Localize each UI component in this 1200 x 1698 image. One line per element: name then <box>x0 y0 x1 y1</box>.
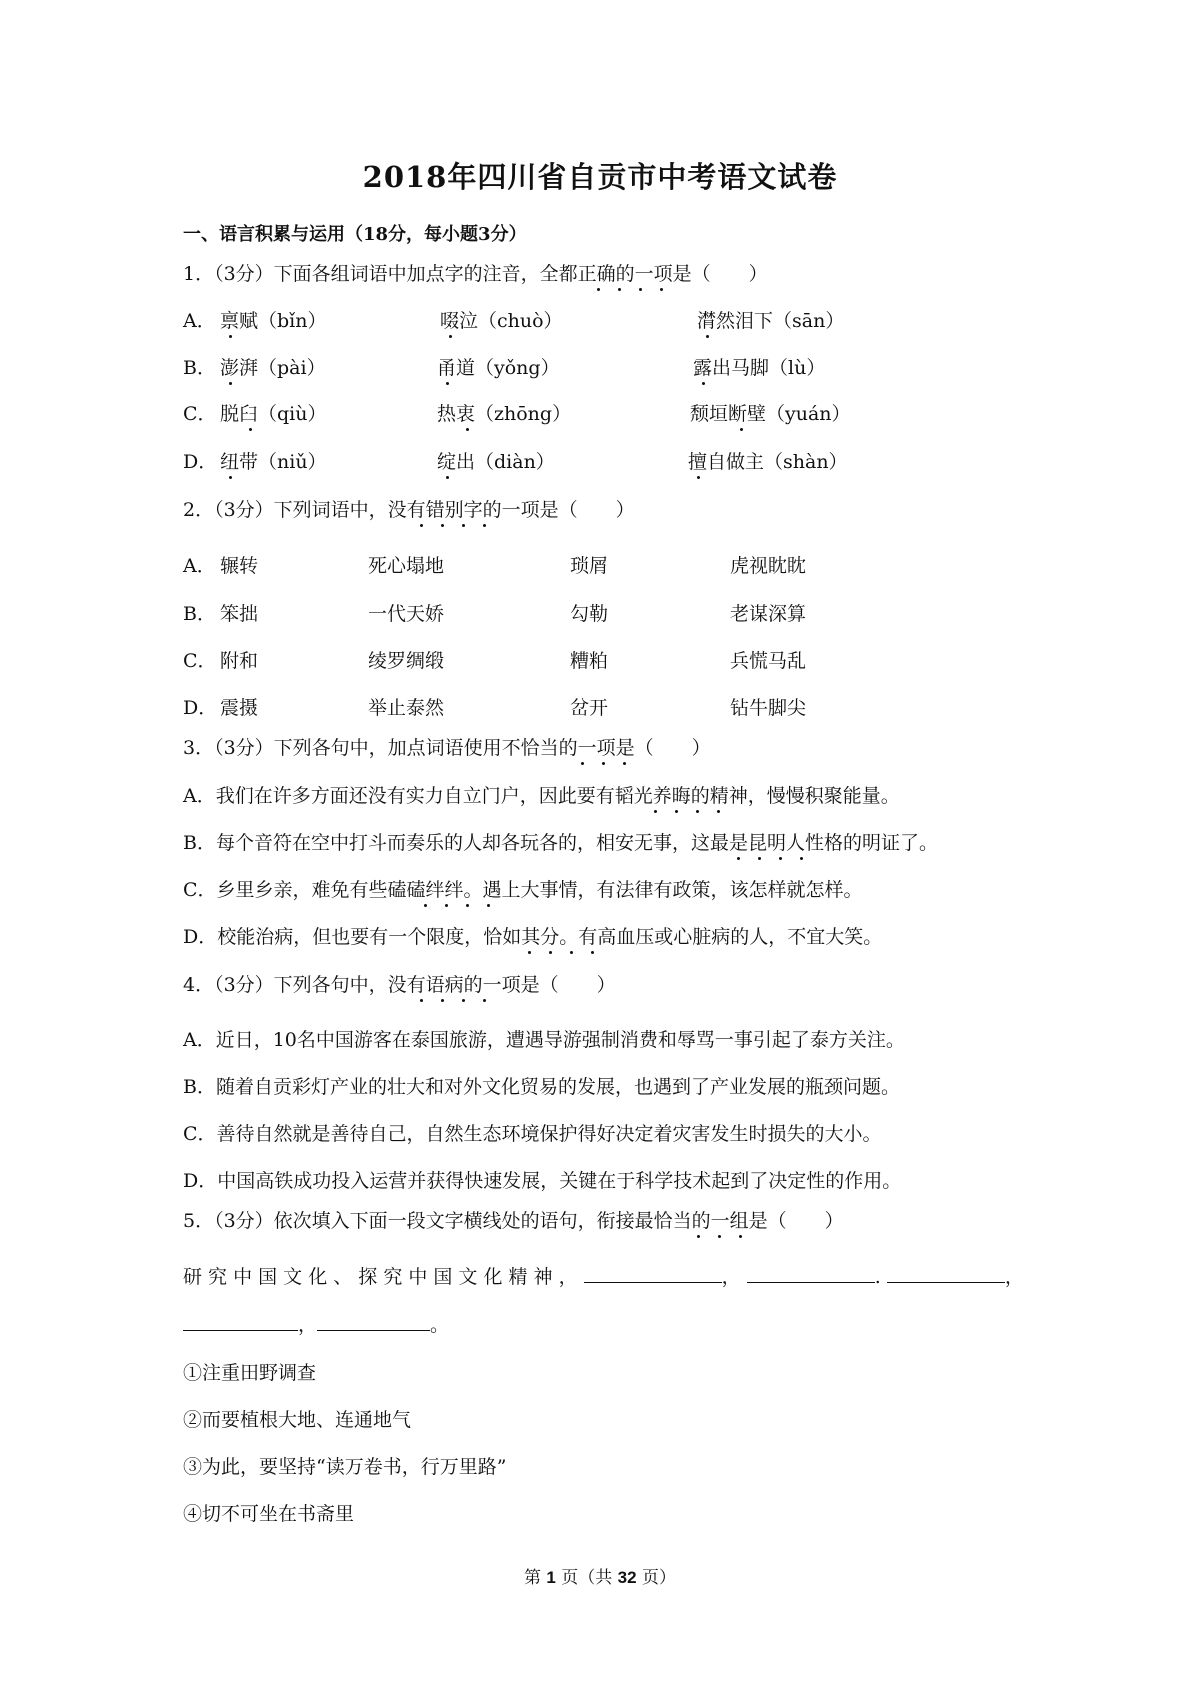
emphasis-dot <box>718 1235 721 1238</box>
option-label: D． <box>183 451 218 473</box>
option-word: 热衷（zhōng） <box>437 403 572 425</box>
passage-separator: . <box>874 1266 881 1288</box>
question-1-stem: 1．（3分）下面各组词语中加点字的注音，全都正确的一项是（ ） <box>183 263 768 285</box>
total-page-count: 32 <box>617 1568 637 1587</box>
option-word: 震摄 <box>220 697 259 719</box>
page-title: 2018年四川省自贡市中考语文试卷 <box>362 160 838 194</box>
emphasis-dot <box>229 476 232 479</box>
emphasis-dot <box>420 999 423 1002</box>
emphasis-dot <box>737 857 740 860</box>
question-2-stem: 2．（3分）下列词语中，没有错别字的一项是（ ） <box>183 499 635 521</box>
emphasis-dot <box>445 904 448 907</box>
emphasis-dot <box>462 524 465 527</box>
option-word: 禀赋（bǐn） <box>220 310 327 332</box>
option-word: 岔开 <box>570 697 609 719</box>
emphasis-dot <box>623 762 626 765</box>
question-5-passage-line-1 <box>183 1263 1024 1291</box>
emphasis-dot <box>420 524 423 527</box>
option-label: B． <box>183 357 216 379</box>
option-word: 澎湃（pài） <box>220 357 326 379</box>
emphasis-dot <box>441 999 444 1002</box>
option-word: 脱臼（qiù） <box>220 403 327 425</box>
emphasis-dot <box>449 335 452 338</box>
option-word: 笨拙 <box>220 603 259 625</box>
emphasis-dot <box>483 524 486 527</box>
emphasis-dot <box>487 904 490 907</box>
option-word: 兵慌马乱 <box>730 650 807 672</box>
question-4-option-b: B．随着自贡彩灯产业的壮大和对外文化贸易的发展，也遇到了产业发展的瓶颈问题。 <box>183 1076 900 1098</box>
answer-blank[interactable] <box>183 1312 298 1331</box>
question-5-stem: 5．（3分）依次填入下面一段文字横线处的语句，衔接最恰当的一组是（ ） <box>183 1210 844 1232</box>
emphasis-dot <box>229 382 232 385</box>
option-word: 琐屑 <box>570 555 609 577</box>
passage-end: 。 <box>430 1314 450 1336</box>
answer-blank[interactable] <box>584 1264 722 1283</box>
emphasis-dot <box>800 857 803 860</box>
option-label: C． <box>183 403 217 425</box>
emphasis-dot <box>249 428 252 431</box>
answer-blank[interactable] <box>317 1312 430 1331</box>
question-5-passage-line-2 <box>183 1311 449 1339</box>
question-3-stem: 3．（3分）下列各句中，加点词语使用不恰当的一项是（ ） <box>183 737 711 759</box>
emphasis-dot <box>696 810 699 813</box>
emphasis-dot <box>591 951 594 954</box>
option-word: 钻牛脚尖 <box>730 697 807 719</box>
question-4-option-d: D．中国高铁成功投入运营并获得快速发展，关键在于科学技术起到了决定性的作用。 <box>183 1170 902 1192</box>
emphasis-dot <box>528 951 531 954</box>
question-5-item-3: ③为此，要坚持“读万卷书，行万里路” <box>183 1456 507 1478</box>
emphasis-dot <box>229 335 232 338</box>
option-word: 虎视眈眈 <box>730 555 807 577</box>
passage-separator: ， <box>721 1266 741 1288</box>
emphasis-dot <box>758 857 761 860</box>
passage-separator: ， <box>1004 1266 1024 1288</box>
option-word: 啜泣（chuò） <box>440 310 563 332</box>
emphasis-dot <box>466 428 469 431</box>
emphasis-dot <box>581 762 584 765</box>
page-footer <box>0 1563 1200 1588</box>
emphasis-dot <box>570 951 573 954</box>
option-word: 潸然泪下（sān） <box>697 310 845 332</box>
option-label: A． <box>183 310 216 332</box>
emphasis-dot <box>739 1235 742 1238</box>
answer-blank[interactable] <box>887 1264 1005 1283</box>
option-word: 颓垣断壁（yuán） <box>690 403 851 425</box>
emphasis-dot <box>697 1235 700 1238</box>
emphasis-dot <box>740 428 743 431</box>
option-label: C． <box>183 650 217 672</box>
passage-text: 研 究 中 国 文 化 、 探 究 中 国 文 化 精 神 ， <box>183 1266 578 1288</box>
emphasis-dot <box>717 810 720 813</box>
emphasis-dot <box>602 762 605 765</box>
emphasis-dot <box>466 904 469 907</box>
emphasis-dot <box>654 810 657 813</box>
emphasis-dot <box>779 857 782 860</box>
passage-separator: ， <box>298 1314 318 1336</box>
option-label: A． <box>183 555 216 577</box>
question-4-option-a: A．近日，10名中国游客在泰国旅游，遭遇导游强制消费和辱骂一事引起了泰方关注。 <box>183 1029 905 1051</box>
option-word: 绽出（diàn） <box>437 451 555 473</box>
emphasis-dot <box>618 288 621 291</box>
option-word: 纽带（niǔ） <box>220 451 327 473</box>
question-4-stem: 4．（3分）下列各句中，没有语病的一项是（ ） <box>183 974 616 996</box>
option-word: 甬道（yǒng） <box>437 357 560 379</box>
emphasis-dot <box>597 288 600 291</box>
option-word: 老谋深算 <box>730 603 807 625</box>
option-word: 辗转 <box>220 555 259 577</box>
option-word: 绫罗绸缎 <box>368 650 445 672</box>
option-word: 一代天娇 <box>368 603 445 625</box>
emphasis-dot <box>446 382 449 385</box>
option-word: 勾勒 <box>570 603 609 625</box>
question-5-item-4: ④切不可坐在书斋里 <box>183 1503 355 1525</box>
question-4-option-c: C．善待自然就是善待自己，自然生态环境保护得好决定着灾害发生时损失的大小。 <box>183 1123 882 1145</box>
option-word: 糟粕 <box>570 650 609 672</box>
emphasis-dot <box>549 951 552 954</box>
emphasis-dot <box>697 476 700 479</box>
emphasis-dot <box>675 810 678 813</box>
option-word: 露出马脚（lù） <box>693 357 826 379</box>
question-3-option-a: A．我们在许多方面还没有实力自立门户，因此要有韬光养晦的精神，慢慢积聚能量。 <box>183 785 900 807</box>
footer-text: 第 <box>523 1568 547 1588</box>
emphasis-dot <box>446 476 449 479</box>
emphasis-dot <box>639 288 642 291</box>
footer-text: 页（共 <box>555 1568 618 1588</box>
footer-text: 页） <box>636 1568 676 1588</box>
option-word: 死心塌地 <box>368 555 445 577</box>
question-3-option-b: B．每个音符在空中打斗而奏乐的人却各玩各的，相安无事，这最是昆明人性格的明证了。 <box>183 832 938 854</box>
emphasis-dot <box>483 999 486 1002</box>
option-label: D． <box>183 697 218 719</box>
option-word: 举止泰然 <box>368 697 445 719</box>
option-label: B． <box>183 603 216 625</box>
emphasis-dot <box>660 288 663 291</box>
option-word: 附和 <box>220 650 259 672</box>
emphasis-dot <box>702 382 705 385</box>
question-5-item-1: ①注重田野调查 <box>183 1362 317 1384</box>
section-heading: 一、语言积累与运用（18分，每小题3分） <box>183 224 527 245</box>
emphasis-dot <box>441 524 444 527</box>
question-3-option-c: C．乡里乡亲，难免有些磕磕绊绊。遇上大事情，有法律有政策，该怎样就怎样。 <box>183 879 863 901</box>
emphasis-dot <box>462 999 465 1002</box>
question-5-item-2: ②而要植根大地、连通地气 <box>183 1409 412 1431</box>
current-page-number: 1 <box>546 1568 556 1587</box>
answer-blank[interactable] <box>747 1264 875 1283</box>
emphasis-dot <box>706 335 709 338</box>
option-word: 擅自做主（shàn） <box>688 451 848 473</box>
question-3-option-d: D．校能治病，但也要有一个限度，恰如其分。有高血压或心脏病的人，不宜大笑。 <box>183 926 883 948</box>
emphasis-dot <box>424 904 427 907</box>
